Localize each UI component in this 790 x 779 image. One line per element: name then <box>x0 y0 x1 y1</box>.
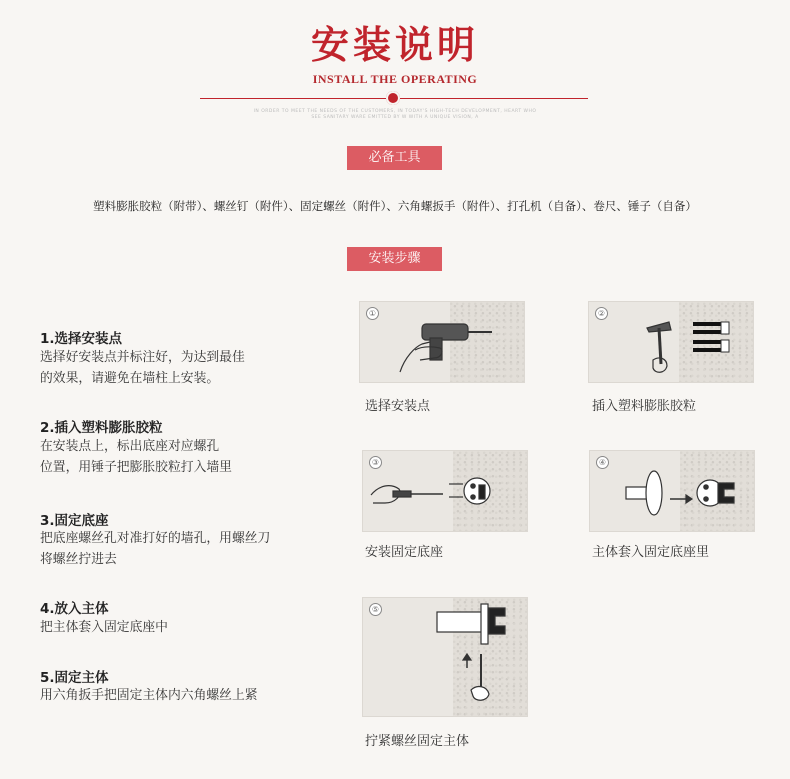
figure-4-caption: 主体套入固定底座里 <box>592 545 710 560</box>
figure-2-caption: 插入塑料膨胀胶粒 <box>592 399 697 414</box>
tagline: IN ORDER TO MEET THE NEEDS OF THE CUSTOMERS, IN TODAY'S HIGH-TECH DEVELOPMENT, HEART WHO SEE SANITARY WARE EMITTED BY W WITH A UNIQUE VISION, A <box>253 109 537 120</box>
page-subtitle: INSTALL THE OPERATING <box>312 72 478 86</box>
figure-3-caption: 安装固定底座 <box>365 545 444 560</box>
step-2-desc <box>40 436 340 478</box>
figure-4-image <box>589 450 755 532</box>
step-5-title: 5.固定主体 <box>40 670 109 686</box>
screwdriver-icon <box>363 451 527 531</box>
step-1-title: 1.选择安装点 <box>40 331 123 347</box>
figure-3-image <box>362 450 528 532</box>
step-2-line-2: 位置，用锤子把膨胀胶粒打入墙里 <box>40 460 232 475</box>
tools-section-label: 必备工具 <box>347 146 442 170</box>
step-2-title: 2.插入塑料膨胀胶粒 <box>40 420 163 436</box>
hammer-icon <box>589 302 753 382</box>
figure-4-number: ④ <box>596 456 609 469</box>
step-1-desc <box>40 347 340 389</box>
step-2-line-1: 在安装点上，标出底座对应螺孔 <box>40 439 220 454</box>
step-5-desc <box>40 685 340 706</box>
figure-2-image <box>588 301 754 383</box>
divider-ornament-icon <box>386 91 400 105</box>
drill-icon <box>360 302 524 382</box>
hex-key-icon <box>363 598 527 716</box>
tools-list: 塑料膨胀胶粒（附带）、螺丝钉（附件）、固定螺丝（附件）、六角螺扳手（附件）、打孔机（自备）、卷尺、锤子（自备） <box>93 199 697 213</box>
step-4-title: 4.放入主体 <box>40 601 109 617</box>
figure-1-image <box>359 301 525 383</box>
figure-5-number: ⑤ <box>369 603 382 616</box>
steps-section-label: 安装步骤 <box>347 247 442 271</box>
step-4-line-1: 把主体套入固定底座中 <box>40 620 168 635</box>
step-1-line-2: 的效果，请避免在墙柱上安装。 <box>40 371 220 386</box>
figure-5-caption: 拧紧螺丝固定主体 <box>365 734 470 749</box>
step-5-line-1: 用六角扳手把固定主体内六角螺丝上紧 <box>40 688 258 703</box>
step-3-line-1: 把底座螺丝孔对准打好的墙孔，用螺丝刀 <box>40 531 271 546</box>
figure-5-image <box>362 597 528 717</box>
figure-1-caption: 选择安装点 <box>365 399 431 414</box>
bracket-icon <box>590 451 754 531</box>
step-4-desc <box>40 617 340 638</box>
page-title: 安装说明 <box>310 22 479 67</box>
figure-2-number: ② <box>595 307 608 320</box>
figure-3-number: ③ <box>369 456 382 469</box>
figure-1-number: ① <box>366 307 379 320</box>
step-3-title: 3.固定底座 <box>40 513 109 529</box>
step-3-line-2: 将螺丝拧进去 <box>40 552 117 567</box>
step-3-desc <box>40 528 340 570</box>
step-1-line-1: 选择好安装点并标注好，为达到最佳 <box>40 350 245 365</box>
